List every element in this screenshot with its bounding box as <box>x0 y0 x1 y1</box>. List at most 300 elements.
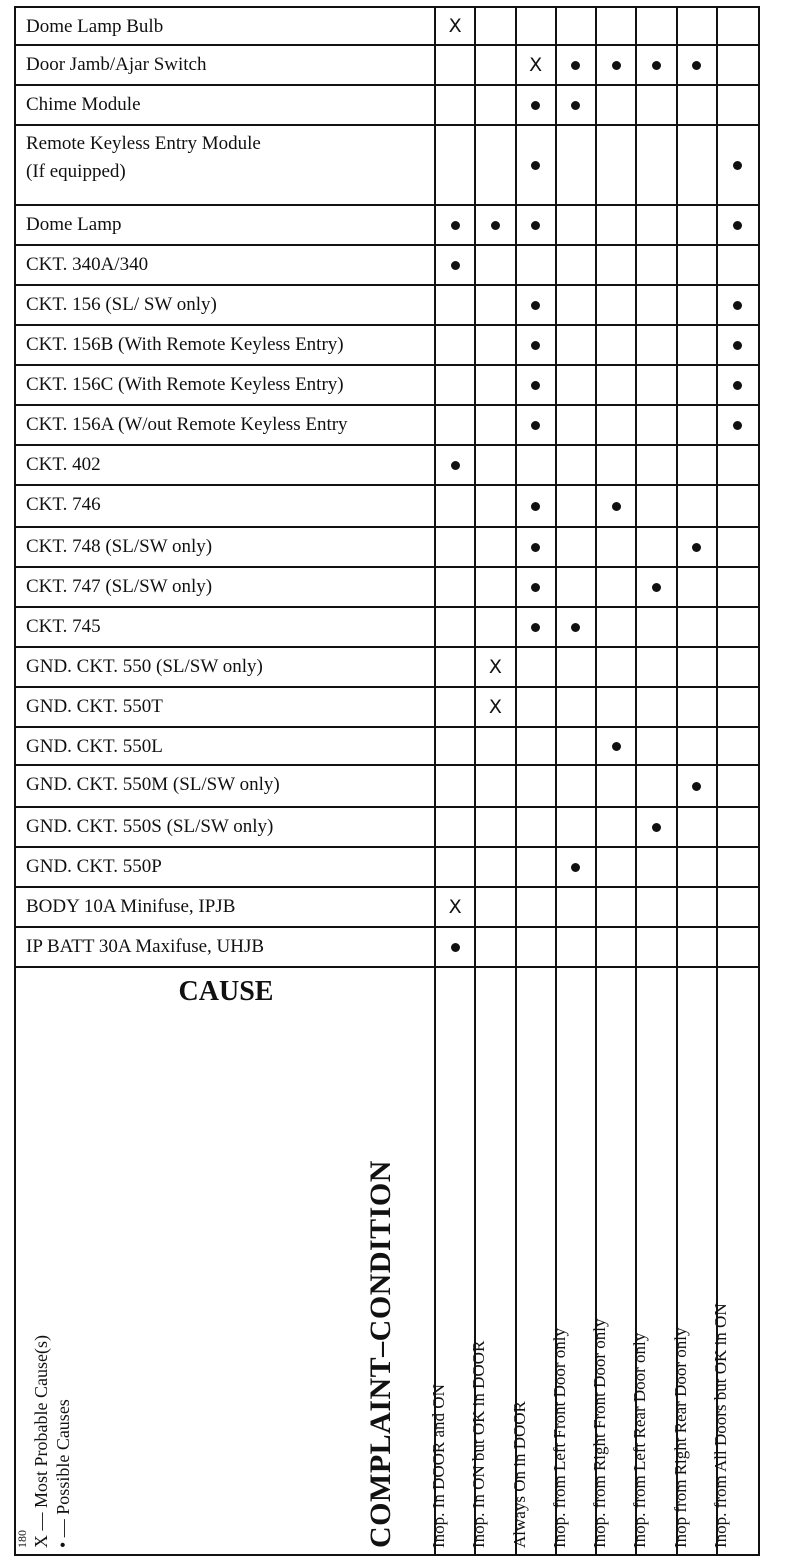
condition-cell <box>637 8 677 44</box>
condition-cell <box>678 46 718 84</box>
table-row <box>16 728 758 766</box>
condition-cell <box>557 326 597 364</box>
condition-cell <box>557 406 597 444</box>
condition-cell <box>678 446 718 484</box>
condition-cell <box>557 928 597 966</box>
condition-cell <box>517 326 557 364</box>
condition-cell <box>476 326 516 364</box>
condition-cell <box>597 648 637 686</box>
cause-label-text: BODY 10A Minifuse, IPJB <box>26 896 236 917</box>
condition-cell <box>678 888 718 926</box>
cause-label <box>16 206 436 244</box>
condition-cell <box>597 688 637 726</box>
possible-cause-dot <box>531 623 540 632</box>
condition-cell <box>637 366 677 404</box>
condition-cell <box>476 888 516 926</box>
possible-cause-dot <box>531 543 540 552</box>
table-row <box>16 848 758 888</box>
condition-label: Inop. from Left Front Door only <box>549 1327 569 1548</box>
condition-cell <box>597 86 637 124</box>
condition-cell <box>597 8 637 44</box>
condition-cell <box>597 286 637 324</box>
condition-cell <box>517 366 557 404</box>
condition-cell <box>637 928 677 966</box>
table-row <box>16 86 758 126</box>
possible-cause-dot <box>652 61 661 70</box>
condition-cell <box>597 848 637 886</box>
possible-cause-dot <box>491 221 500 230</box>
condition-cell <box>517 688 557 726</box>
condition-cell <box>436 688 476 726</box>
possible-cause-dot <box>733 421 742 430</box>
cause-label <box>16 608 436 646</box>
table-row <box>16 366 758 406</box>
condition-cell <box>436 728 476 764</box>
condition-cell <box>517 246 557 284</box>
table-row <box>16 766 758 808</box>
condition-cell <box>436 86 476 124</box>
condition-cell <box>718 446 758 484</box>
condition-cell <box>476 206 516 244</box>
most-probable-mark: X <box>529 54 543 76</box>
condition-cell <box>718 86 758 124</box>
condition-cell <box>678 366 718 404</box>
condition-cell <box>718 126 758 204</box>
cause-label-text: CKT. 745 <box>26 616 101 637</box>
cause-label-text: CKT. 747 (SL/SW only) <box>26 576 213 597</box>
condition-cell <box>637 326 677 364</box>
condition-header <box>710 968 758 1554</box>
possible-cause-dot <box>571 623 580 632</box>
condition-cell <box>678 568 718 606</box>
cause-label <box>16 8 436 44</box>
cause-label <box>16 728 436 764</box>
table-row <box>16 928 758 968</box>
condition-cell <box>557 486 597 526</box>
condition-label: Inop. from Left Rear Door only <box>630 1332 650 1548</box>
condition-cell <box>436 808 476 846</box>
possible-cause-dot <box>451 221 460 230</box>
cause-label-text: GND. CKT. 550P <box>26 856 162 877</box>
condition-cell <box>476 688 516 726</box>
condition-cell <box>436 608 476 646</box>
condition-cell <box>476 86 516 124</box>
condition-cell <box>637 126 677 204</box>
condition-cell <box>557 206 597 244</box>
possible-cause-dot <box>733 341 742 350</box>
condition-cell <box>678 648 718 686</box>
cause-label-text: GND. CKT. 550T <box>26 696 163 717</box>
condition-cell <box>517 46 557 84</box>
condition-label: Inop. In DOOR and ON <box>429 1384 448 1548</box>
condition-cell <box>718 486 758 526</box>
condition-cell <box>517 126 557 204</box>
condition-cell <box>718 766 758 806</box>
condition-cell <box>678 206 718 244</box>
table-row <box>16 568 758 608</box>
condition-cell <box>476 286 516 324</box>
table-row <box>16 286 758 326</box>
condition-cell <box>436 568 476 606</box>
condition-cell <box>597 486 637 526</box>
table-row <box>16 528 758 568</box>
condition-cell <box>517 206 557 244</box>
cause-label <box>16 688 436 726</box>
condition-cell <box>436 8 476 44</box>
condition-cell <box>637 206 677 244</box>
condition-cell <box>557 46 597 84</box>
condition-cell <box>678 406 718 444</box>
condition-cell <box>678 86 718 124</box>
condition-cell <box>637 486 677 526</box>
table-row <box>16 246 758 286</box>
condition-cell <box>436 246 476 284</box>
possible-cause-dot <box>652 583 661 592</box>
condition-cell <box>678 808 718 846</box>
condition-cell <box>678 928 718 966</box>
condition-cell <box>476 8 516 44</box>
condition-cell <box>597 446 637 484</box>
condition-cell <box>637 808 677 846</box>
condition-cell <box>678 126 718 204</box>
condition-cell <box>678 766 718 806</box>
condition-cell <box>557 688 597 726</box>
condition-cell <box>678 848 718 886</box>
table-row <box>16 486 758 528</box>
condition-cell <box>637 286 677 324</box>
most-probable-mark: X <box>448 896 462 918</box>
condition-cell <box>436 46 476 84</box>
condition-cell <box>436 528 476 566</box>
possible-cause-dot <box>652 823 661 832</box>
cause-label <box>16 528 436 566</box>
condition-cell <box>718 326 758 364</box>
legend-possible: • — Possible Causes <box>53 1399 73 1548</box>
cause-label-text: GND. CKT. 550 (SL/SW only) <box>26 656 263 677</box>
condition-cell <box>557 366 597 404</box>
condition-cell <box>718 8 758 44</box>
cause-label-text: Dome Lamp <box>26 214 122 235</box>
condition-cell <box>597 928 637 966</box>
table-row <box>16 8 758 46</box>
cause-label-subtext: (If equipped) <box>26 161 126 182</box>
condition-cell <box>517 848 557 886</box>
possible-cause-dot <box>612 742 621 751</box>
condition-cell <box>678 688 718 726</box>
condition-cell <box>597 46 637 84</box>
possible-cause-dot <box>733 301 742 310</box>
condition-cell <box>436 648 476 686</box>
cause-label-text: GND. CKT. 550S (SL/SW only) <box>26 816 274 837</box>
cause-label-text: Door Jamb/Ajar Switch <box>26 54 207 75</box>
condition-label: Inop. In ON but OK in DOOR <box>469 1340 489 1548</box>
condition-cell <box>517 486 557 526</box>
condition-cell <box>436 126 476 204</box>
condition-cell <box>597 406 637 444</box>
cause-label <box>16 86 436 124</box>
cause-label-text: CKT. 340A/340 <box>26 254 149 275</box>
condition-cell <box>557 808 597 846</box>
condition-cell <box>718 888 758 926</box>
condition-cell <box>718 46 758 84</box>
possible-cause-dot <box>733 161 742 170</box>
condition-cell <box>476 766 516 806</box>
condition-cell <box>597 126 637 204</box>
condition-cell <box>718 568 758 606</box>
condition-cell <box>436 486 476 526</box>
possible-cause-dot <box>571 61 580 70</box>
condition-cell <box>476 446 516 484</box>
condition-cell <box>436 286 476 324</box>
condition-cell <box>718 688 758 726</box>
condition-cell <box>436 446 476 484</box>
condition-cell <box>517 648 557 686</box>
possible-cause-dot <box>451 943 460 952</box>
cause-label-text: GND. CKT. 550M (SL/SW only) <box>26 774 280 795</box>
condition-cell <box>678 728 718 764</box>
table-row <box>16 126 758 206</box>
most-probable-mark: X <box>488 656 502 678</box>
condition-cell <box>597 366 637 404</box>
complaint-condition-title: COMPLAINT–CONDITION <box>364 1160 397 1548</box>
condition-cell <box>678 246 718 284</box>
condition-cell <box>436 326 476 364</box>
condition-cell <box>517 808 557 846</box>
cause-title: CAUSE <box>178 976 274 1007</box>
header-block <box>16 968 758 1554</box>
possible-cause-dot <box>692 782 701 791</box>
condition-cell <box>718 648 758 686</box>
condition-cell <box>637 728 677 764</box>
cause-label <box>16 326 436 364</box>
condition-cell <box>678 528 718 566</box>
condition-label: Inop. from Right Front Door only <box>590 1318 609 1548</box>
condition-cell <box>557 126 597 204</box>
condition-label: Inop from Right Rear Door only <box>670 1327 690 1548</box>
condition-cell <box>597 246 637 284</box>
condition-cell <box>557 608 597 646</box>
possible-cause-dot <box>451 461 460 470</box>
condition-cell <box>718 406 758 444</box>
cause-label <box>16 766 436 806</box>
condition-cell <box>597 528 637 566</box>
cause-label-text: CKT. 748 (SL/SW only) <box>26 536 213 557</box>
condition-cell <box>637 568 677 606</box>
condition-cell <box>678 8 718 44</box>
condition-cell <box>597 568 637 606</box>
condition-cell <box>517 286 557 324</box>
cause-label <box>16 928 436 966</box>
cause-label-text: Remote Keyless Entry Module <box>26 133 261 154</box>
condition-cell <box>557 528 597 566</box>
condition-cell <box>517 608 557 646</box>
table-row <box>16 808 758 848</box>
condition-cell <box>436 766 476 806</box>
table-row <box>16 648 758 688</box>
cause-label-text: Chime Module <box>26 94 141 115</box>
condition-cell <box>637 446 677 484</box>
condition-cell <box>476 528 516 566</box>
condition-cell <box>597 608 637 646</box>
cause-label-text: CKT. 156C (With Remote Keyless Entry) <box>26 374 344 395</box>
possible-cause-dot <box>692 61 701 70</box>
cause-label-text: Dome Lamp Bulb <box>26 16 164 37</box>
condition-cell <box>637 888 677 926</box>
legend-most-probable: X — Most Probable Cause(s) <box>31 1335 51 1548</box>
cause-label <box>16 486 436 526</box>
page-number: 180 <box>15 1530 29 1548</box>
possible-cause-dot <box>531 381 540 390</box>
cause-label-text: CKT. 402 <box>26 454 101 475</box>
possible-cause-dot <box>733 221 742 230</box>
condition-cell <box>637 46 677 84</box>
possible-cause-dot <box>531 301 540 310</box>
possible-cause-dot <box>531 161 540 170</box>
possible-cause-dot <box>531 502 540 511</box>
cause-label <box>16 366 436 404</box>
possible-cause-dot <box>531 221 540 230</box>
cause-label <box>16 568 436 606</box>
cause-label-text: CKT. 156 (SL/ SW only) <box>26 294 217 315</box>
condition-cell <box>476 728 516 764</box>
possible-cause-dot <box>451 261 460 270</box>
condition-cell <box>637 528 677 566</box>
table-row <box>16 608 758 648</box>
possible-cause-dot <box>733 381 742 390</box>
cause-label-text: GND. CKT. 550L <box>26 736 163 757</box>
cause-block <box>16 968 436 1554</box>
condition-cell <box>557 8 597 44</box>
condition-cell <box>476 406 516 444</box>
possible-cause-dot <box>531 341 540 350</box>
possible-cause-dot <box>571 101 580 110</box>
condition-cell <box>517 406 557 444</box>
condition-cell <box>557 86 597 124</box>
most-probable-mark: X <box>488 696 502 718</box>
condition-cell <box>476 126 516 204</box>
condition-cell <box>718 528 758 566</box>
condition-cell <box>678 608 718 646</box>
condition-cell <box>517 568 557 606</box>
possible-cause-dot <box>531 583 540 592</box>
condition-cell <box>517 86 557 124</box>
cause-label <box>16 648 436 686</box>
condition-cell <box>476 808 516 846</box>
cause-label <box>16 46 436 84</box>
cause-label-text: CKT. 746 <box>26 494 101 515</box>
table-row <box>16 206 758 246</box>
cause-label-text: CKT. 156A (W/out Remote Keyless Entry <box>26 414 348 435</box>
condition-cell <box>597 206 637 244</box>
condition-cell <box>557 446 597 484</box>
condition-cell <box>718 366 758 404</box>
most-probable-mark: X <box>448 15 462 37</box>
cause-label <box>16 848 436 886</box>
condition-cell <box>557 766 597 806</box>
table-row <box>16 406 758 446</box>
condition-cell <box>476 568 516 606</box>
possible-cause-dot <box>612 502 621 511</box>
condition-cell <box>557 888 597 926</box>
condition-cell <box>678 486 718 526</box>
condition-cell <box>476 46 516 84</box>
condition-cell <box>597 728 637 764</box>
condition-cell <box>476 928 516 966</box>
cause-label <box>16 406 436 444</box>
condition-cell <box>476 648 516 686</box>
condition-cell <box>637 86 677 124</box>
possible-cause-dot <box>571 863 580 872</box>
cause-label <box>16 126 436 204</box>
condition-cell <box>517 8 557 44</box>
condition-cell <box>517 928 557 966</box>
condition-cell <box>436 928 476 966</box>
condition-cell <box>597 326 637 364</box>
condition-cell <box>436 406 476 444</box>
table-row <box>16 688 758 728</box>
condition-cell <box>476 608 516 646</box>
possible-cause-dot <box>531 101 540 110</box>
condition-cell <box>718 246 758 284</box>
condition-cell <box>436 888 476 926</box>
condition-cell <box>637 608 677 646</box>
condition-label: Inop. from All Doors but OK in ON <box>710 1303 730 1548</box>
condition-cell <box>557 286 597 324</box>
condition-cell <box>718 608 758 646</box>
condition-cell <box>718 848 758 886</box>
condition-cell <box>557 648 597 686</box>
condition-cell <box>637 648 677 686</box>
condition-cell <box>436 206 476 244</box>
condition-cell <box>436 366 476 404</box>
condition-cell <box>718 808 758 846</box>
condition-cell <box>476 246 516 284</box>
table-row <box>16 46 758 86</box>
cause-label-text: IP BATT 30A Maxifuse, UHJB <box>26 936 265 957</box>
table-row <box>16 446 758 486</box>
cause-label <box>16 286 436 324</box>
condition-cell <box>476 848 516 886</box>
table-row <box>16 888 758 928</box>
condition-cell <box>557 848 597 886</box>
condition-cell <box>678 286 718 324</box>
table-row <box>16 326 758 366</box>
condition-cell <box>637 766 677 806</box>
condition-cell <box>637 246 677 284</box>
condition-cell <box>517 728 557 764</box>
cause-label-text: CKT. 156B (With Remote Keyless Entry) <box>26 334 344 355</box>
cause-label <box>16 246 436 284</box>
possible-cause-dot <box>612 61 621 70</box>
condition-cell <box>517 888 557 926</box>
condition-cell <box>476 366 516 404</box>
condition-cell <box>517 528 557 566</box>
condition-cell <box>597 888 637 926</box>
condition-cell <box>557 246 597 284</box>
condition-cell <box>517 766 557 806</box>
condition-cell <box>637 848 677 886</box>
condition-cell <box>557 568 597 606</box>
cause-label <box>16 446 436 484</box>
cause-label <box>16 808 436 846</box>
condition-cell <box>718 728 758 764</box>
condition-cell <box>557 728 597 764</box>
condition-cell <box>718 928 758 966</box>
condition-cell <box>597 808 637 846</box>
condition-cell <box>436 848 476 886</box>
condition-cell <box>597 766 637 806</box>
condition-cell <box>517 446 557 484</box>
